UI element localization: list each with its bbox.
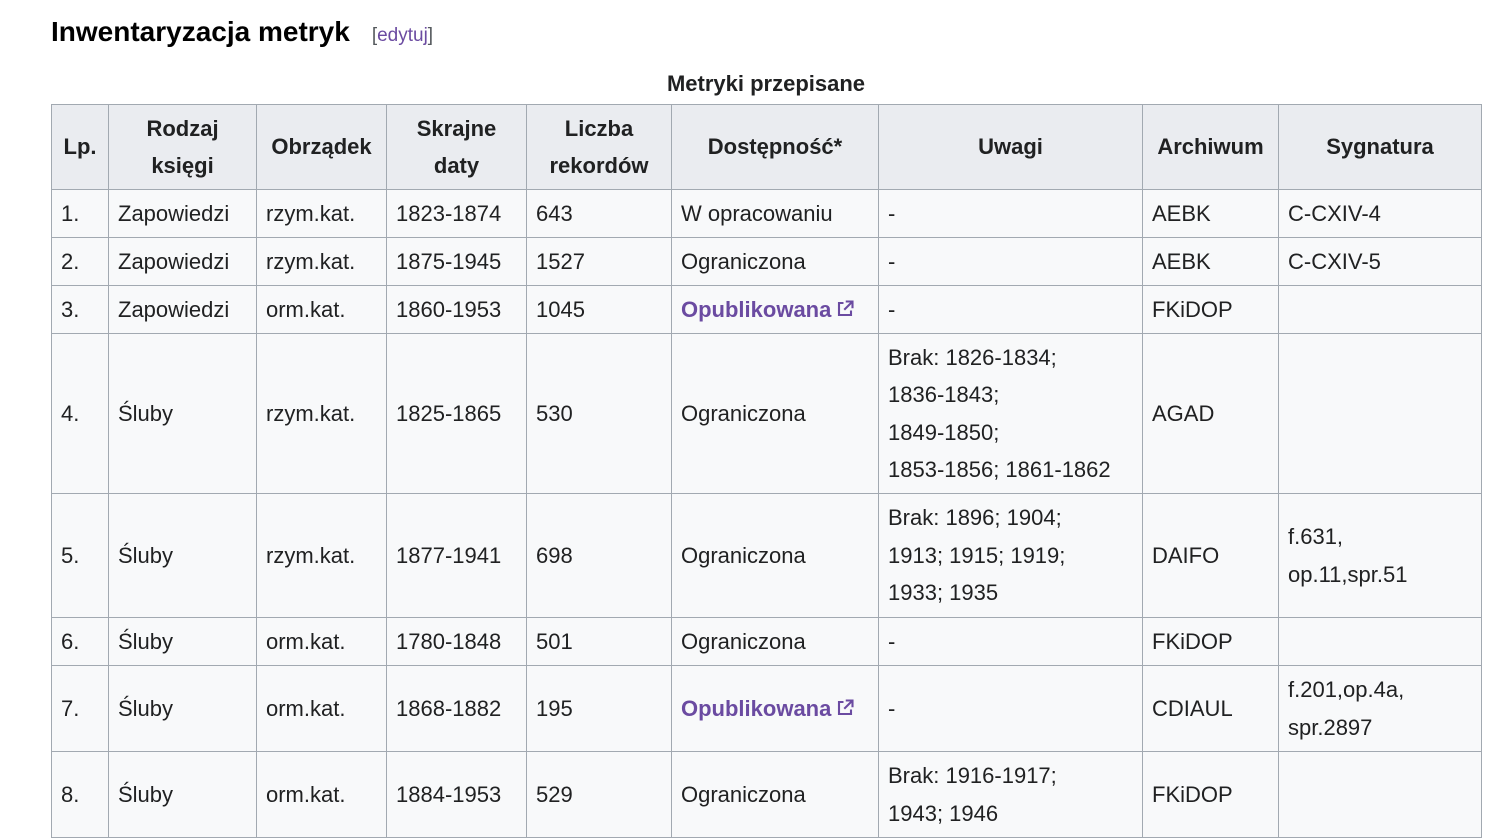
cell-daty <box>387 190 527 238</box>
cell-dostepnosc[interactable] <box>672 286 879 334</box>
cell-daty <box>387 286 527 334</box>
cell-rodzaj-text: Śluby <box>118 400 174 426</box>
cell-obrzadek <box>257 494 387 618</box>
cell-daty-text: 1884-1953 <box>396 781 502 807</box>
table-row <box>52 494 1482 618</box>
external-link-icon <box>836 300 854 318</box>
table-row <box>52 190 1482 238</box>
edit-section <box>372 25 433 47</box>
cell-archiwum-text: FKiDOP <box>1152 628 1233 654</box>
cell-dostepnosc-text: Ograniczona <box>681 248 806 274</box>
table-row <box>52 666 1482 752</box>
cell-archiwum-text: CDIAUL <box>1152 695 1233 721</box>
header-obrzadek[interactable]: Obrządek <box>257 105 387 190</box>
cell-sygnatura <box>1279 334 1482 494</box>
cell-dostepnosc <box>672 238 879 286</box>
cell-uwagi-line: 1913; 1915; 1919; <box>888 542 1066 568</box>
cell-uwagi <box>879 334 1143 494</box>
cell-uwagi-line: 1849-1850; <box>888 419 1000 445</box>
cell-obrzadek <box>257 190 387 238</box>
cell-daty <box>387 666 527 752</box>
cell-obrzadek <box>257 618 387 666</box>
cell-lp <box>52 286 109 334</box>
cell-rodzaj <box>109 618 257 666</box>
cell-lp <box>52 666 109 752</box>
cell-lp-text: 8. <box>61 781 80 807</box>
cell-daty <box>387 618 527 666</box>
cell-rodzaj-text: Śluby <box>118 695 174 721</box>
edit-bracket-open: [ <box>371 25 378 46</box>
cell-lp-text: 7. <box>61 695 80 721</box>
cell-obrzadek-text: rzym.kat. <box>266 248 356 274</box>
cell-dostepnosc-text: Ograniczona <box>681 400 806 426</box>
table-row <box>52 238 1482 286</box>
cell-dostepnosc-text: W opracowaniu <box>681 200 833 226</box>
cell-sygnatura <box>1279 666 1482 752</box>
cell-uwagi <box>879 238 1143 286</box>
cell-daty-text: 1823-1874 <box>396 200 502 226</box>
cell-dostepnosc <box>672 618 879 666</box>
cell-liczba-text: 195 <box>536 695 573 721</box>
cell-liczba <box>527 190 672 238</box>
header-uwagi[interactable]: Uwagi <box>879 105 1143 190</box>
cell-lp <box>52 238 109 286</box>
header-lp[interactable]: Lp. <box>52 105 109 190</box>
edit-link[interactable]: edytuj <box>377 25 428 46</box>
cell-archiwum <box>1143 334 1279 494</box>
cell-liczba <box>527 666 672 752</box>
header-rodzaj[interactable]: Rodzaj księgi <box>109 105 257 190</box>
cell-liczba-text: 1045 <box>536 296 585 322</box>
cell-daty-text: 1868-1882 <box>396 695 502 721</box>
cell-uwagi-line: Brak: 1826-1834; <box>888 344 1057 370</box>
header-daty[interactable]: Skrajne daty <box>387 105 527 190</box>
cell-rodzaj <box>109 752 257 838</box>
cell-dostepnosc <box>672 190 879 238</box>
cell-lp-text: 4. <box>61 400 80 426</box>
cell-dostepnosc-text: Ograniczona <box>681 628 806 654</box>
cell-daty-text: 1825-1865 <box>396 400 502 426</box>
cell-lp <box>52 334 109 494</box>
section-title: Inwentaryzacja metryk <box>51 16 350 47</box>
cell-archiwum-text: AEBK <box>1152 248 1211 274</box>
cell-dostepnosc <box>672 494 879 618</box>
cell-rodzaj <box>109 190 257 238</box>
cell-obrzadek <box>257 752 387 838</box>
cell-uwagi <box>879 752 1143 838</box>
cell-uwagi-line: - <box>888 200 896 226</box>
cell-uwagi <box>879 494 1143 618</box>
cell-archiwum <box>1143 190 1279 238</box>
cell-uwagi-line: - <box>888 248 896 274</box>
cell-uwagi <box>879 190 1143 238</box>
cell-daty-text: 1877-1941 <box>396 542 502 568</box>
cell-uwagi-line: Brak: 1916-1917; <box>888 763 1057 788</box>
table-row <box>52 752 1482 838</box>
cell-sygnatura-line: f.201,op.4a, <box>1288 677 1405 702</box>
table-row <box>52 334 1482 494</box>
cell-obrzadek <box>257 666 387 752</box>
published-link-label: Opublikowana <box>681 695 832 721</box>
cell-daty <box>387 238 527 286</box>
cell-lp-text: 6. <box>61 628 80 654</box>
cell-daty <box>387 494 527 618</box>
cell-archiwum-text: DAIFO <box>1152 542 1220 568</box>
cell-uwagi-line: Brak: 1896; 1904; <box>888 505 1062 531</box>
cell-rodzaj-text: Śluby <box>118 781 174 807</box>
cell-lp <box>52 494 109 618</box>
table-row <box>52 618 1482 666</box>
cell-archiwum <box>1143 286 1279 334</box>
header-liczba[interactable]: Liczba rekordów <box>527 105 672 190</box>
cell-sygnatura-line: f.631, <box>1288 524 1344 549</box>
section-heading <box>51 16 433 60</box>
records-table <box>51 104 1482 838</box>
cell-liczba-text: 529 <box>536 781 573 807</box>
external-link-icon <box>836 699 854 717</box>
cell-sygnatura <box>1279 752 1482 838</box>
cell-lp-text: 2. <box>61 248 80 274</box>
cell-liczba-text: 698 <box>536 542 573 568</box>
cell-archiwum <box>1143 752 1279 838</box>
cell-lp-text: 5. <box>61 542 80 568</box>
cell-archiwum-text: AEBK <box>1152 200 1211 226</box>
published-link[interactable] <box>681 297 854 322</box>
cell-rodzaj <box>109 666 257 752</box>
cell-archiwum <box>1143 238 1279 286</box>
cell-sygnatura-line: op.11,spr.51 <box>1288 561 1408 587</box>
cell-dostepnosc <box>672 752 879 838</box>
cell-liczba-text: 501 <box>536 628 573 654</box>
cell-archiwum <box>1143 666 1279 752</box>
cell-rodzaj <box>109 494 257 618</box>
cell-rodzaj-text: Zapowiedzi <box>118 296 230 322</box>
cell-lp <box>52 618 109 666</box>
cell-obrzadek <box>257 334 387 494</box>
cell-daty-text: 1780-1848 <box>396 628 502 654</box>
edit-bracket-close: ] <box>427 25 434 46</box>
header-dostepnosc[interactable]: Dostępność* <box>672 105 879 190</box>
cell-archiwum-text: AGAD <box>1152 400 1215 426</box>
cell-obrzadek-text: rzym.kat. <box>266 542 356 568</box>
header-sygnatura[interactable]: Sygnatura <box>1279 105 1482 190</box>
cell-rodzaj-text: Zapowiedzi <box>118 248 230 274</box>
cell-liczba <box>527 618 672 666</box>
cell-daty-text: 1875-1945 <box>396 248 502 274</box>
cell-archiwum <box>1143 618 1279 666</box>
cell-sygnatura <box>1279 286 1482 334</box>
cell-uwagi <box>879 666 1143 752</box>
cell-uwagi-line: 1836-1843; <box>888 382 1000 407</box>
cell-rodzaj <box>109 334 257 494</box>
cell-obrzadek <box>257 238 387 286</box>
cell-uwagi-line: - <box>888 695 896 721</box>
cell-sygnatura <box>1279 618 1482 666</box>
cell-uwagi-line: 1933; 1935 <box>888 580 999 606</box>
cell-obrzadek-text: rzym.kat. <box>266 200 356 226</box>
cell-lp-text: 1. <box>61 200 80 226</box>
cell-sygnatura-line: C-CXIV-4 <box>1288 200 1381 226</box>
cell-uwagi-line: 1853-1856; 1861-1862 <box>888 457 1111 482</box>
cell-obrzadek-text: orm.kat. <box>266 781 346 807</box>
cell-daty <box>387 334 527 494</box>
cell-dostepnosc-text: Ograniczona <box>681 542 806 568</box>
cell-uwagi-line: - <box>888 296 896 322</box>
cell-archiwum <box>1143 494 1279 618</box>
cell-uwagi-line: - <box>888 628 896 654</box>
cell-liczba-text: 1527 <box>536 248 585 274</box>
cell-obrzadek-text: orm.kat. <box>266 695 346 721</box>
cell-obrzadek-text: orm.kat. <box>266 296 346 322</box>
cell-uwagi <box>879 618 1143 666</box>
cell-lp <box>52 752 109 838</box>
cell-obrzadek <box>257 286 387 334</box>
cell-lp-text: 3. <box>61 296 80 322</box>
cell-uwagi-line: 1943; 1946 <box>888 800 999 826</box>
cell-liczba-text: 643 <box>536 200 573 226</box>
cell-sygnatura-line: spr.2897 <box>1288 714 1373 740</box>
cell-rodzaj <box>109 286 257 334</box>
cell-daty-text: 1860-1953 <box>396 296 502 322</box>
cell-liczba <box>527 286 672 334</box>
cell-archiwum-text: FKiDOP <box>1152 781 1233 807</box>
cell-liczba <box>527 238 672 286</box>
published-link[interactable] <box>681 696 854 721</box>
cell-obrzadek-text: rzym.kat. <box>266 400 356 426</box>
cell-dostepnosc-text: Ograniczona <box>681 781 806 807</box>
cell-lp <box>52 190 109 238</box>
cell-liczba-text: 530 <box>536 400 573 426</box>
cell-daty <box>387 752 527 838</box>
cell-liczba <box>527 334 672 494</box>
cell-liczba <box>527 494 672 618</box>
cell-uwagi <box>879 286 1143 334</box>
table-body <box>52 190 1482 838</box>
header-archiwum[interactable]: Archiwum <box>1143 105 1279 190</box>
cell-archiwum-text: FKiDOP <box>1152 296 1233 322</box>
table-row <box>52 286 1482 334</box>
cell-obrzadek-text: orm.kat. <box>266 628 346 654</box>
table-caption: Metryki przepisane <box>666 71 866 96</box>
cell-rodzaj <box>109 238 257 286</box>
header-row <box>52 105 1482 190</box>
cell-dostepnosc <box>672 334 879 494</box>
cell-dostepnosc[interactable] <box>672 666 879 752</box>
cell-rodzaj-text: Zapowiedzi <box>118 200 230 226</box>
cell-rodzaj-text: Śluby <box>118 542 174 568</box>
cell-sygnatura <box>1279 190 1482 238</box>
cell-rodzaj-text: Śluby <box>118 628 174 654</box>
cell-sygnatura <box>1279 494 1482 618</box>
published-link-label: Opublikowana <box>681 296 832 322</box>
cell-sygnatura-line: C-CXIV-5 <box>1288 248 1381 274</box>
cell-sygnatura <box>1279 238 1482 286</box>
cell-liczba <box>527 752 672 838</box>
